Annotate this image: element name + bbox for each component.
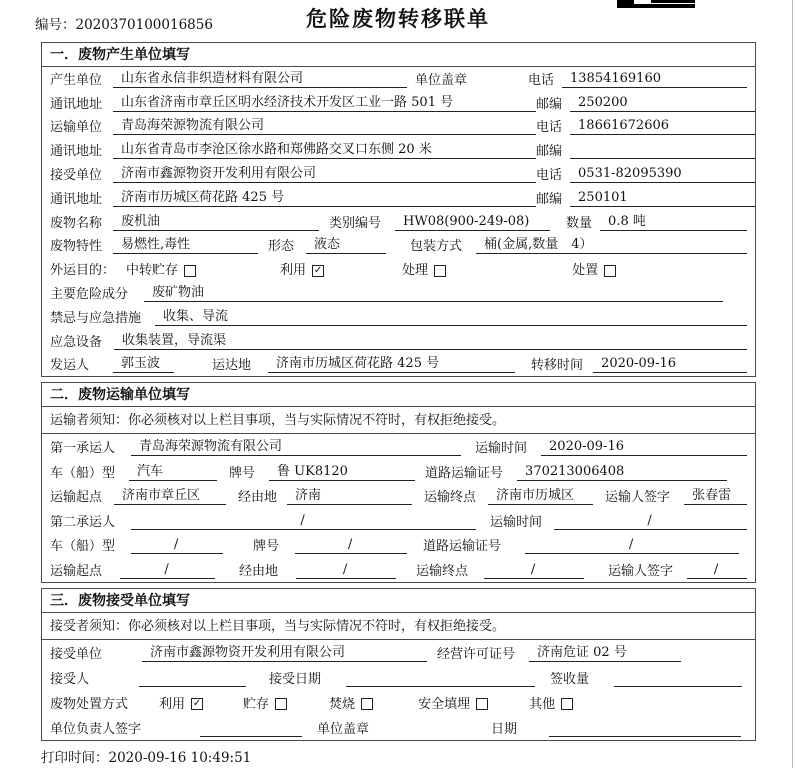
checkbox-label: 处置 [572, 263, 599, 279]
field-label: 经由地 [239, 563, 279, 579]
field-label: 通讯地址 [50, 96, 103, 112]
checkbox-group [329, 697, 373, 712]
form-row [42, 533, 755, 558]
form-row [42, 162, 755, 186]
field-value: / [296, 562, 396, 579]
qr-block [617, 0, 634, 5]
checkbox-group [280, 263, 324, 278]
checkbox-group [126, 263, 196, 278]
field-label: 应急设备 [50, 334, 103, 350]
field-label: 单位负责人签字 [50, 721, 142, 737]
field-value: 济南市章丘区 [114, 488, 226, 505]
form-row [42, 690, 755, 715]
field-value: 山东省青岛市李沧区徐水路和郑佛路交叉口东侧 20 米 [113, 142, 536, 159]
field-value: 收集、导流 [155, 309, 747, 326]
field-label: 单位盖章 [415, 72, 468, 88]
field-label: 单位盖章 [317, 721, 370, 737]
form-row [42, 115, 755, 139]
form-row [42, 67, 755, 91]
field-value: 液态 [306, 237, 386, 254]
form-serial-label: 编号： [35, 17, 76, 33]
section-title: 三．废物接受单位填写 [42, 589, 755, 613]
field-value: 废机油 [113, 214, 319, 231]
checkbox-unchecked-icon [476, 698, 488, 710]
field-label: 接受日期 [269, 671, 322, 687]
checkbox-group [243, 697, 287, 712]
field-label: 第一承运人 [50, 440, 116, 456]
checkbox-checked-icon: ✓ [192, 698, 202, 710]
qr-block [651, 0, 695, 3]
field-label: 运输人签字 [608, 563, 674, 579]
field-label: 经由地 [238, 490, 278, 506]
field-label: 运输终点 [416, 563, 469, 579]
field-label: 接受人 [50, 671, 90, 687]
form-row [42, 353, 755, 377]
field-label: 转移时间 [531, 358, 584, 374]
field-value [200, 720, 302, 737]
field-label: 车（船）型 [50, 539, 116, 555]
document-title: 危险废物转移联单 [306, 7, 490, 31]
print-time [41, 746, 796, 766]
checkbox-unchecked-icon [434, 265, 446, 277]
field-value [549, 720, 741, 737]
field-label: 运达地 [212, 358, 252, 374]
field-value [570, 142, 755, 159]
checkbox-unchecked-icon [184, 265, 196, 277]
field-label: 道路运输证号 [425, 465, 504, 481]
field-label: 接受单位 [50, 167, 103, 183]
field-value: 桶(金属,数量 4） [476, 237, 747, 254]
field-value: 废矿物油 [144, 285, 723, 302]
field-label: 接受单位 [50, 646, 103, 662]
field-value: 济南市鑫源物资开发利用有限公司 [113, 166, 536, 183]
field-label: 牌号 [229, 465, 256, 481]
form-row [42, 210, 755, 234]
checkbox-group [529, 697, 573, 712]
field-label: 电话 [536, 120, 563, 136]
checkbox-label: 中转贮存 [126, 263, 179, 279]
field-label: 运输起点 [50, 490, 103, 506]
qr-code-fragment-icon [617, 0, 695, 8]
form-row [42, 257, 755, 281]
field-label: 通讯地址 [50, 191, 103, 207]
form-row [42, 459, 755, 484]
field-value: 250101 [570, 190, 755, 207]
field-value: 山东省济南市章丘区明水经济技术开发区工业一路 501 号 [113, 95, 536, 112]
section-notice: 运输者须知：你必须核对以上栏目事项，当与实际情况不符时，有权拒绝接受。 [42, 407, 755, 434]
field-value: 收集装置，导流渠 [114, 333, 747, 350]
field-value: 济南 [287, 488, 412, 505]
checkbox-label: 利用 [280, 263, 307, 279]
form-row [42, 640, 755, 665]
section-notice: 接受者须知：你必须核对以上栏目事项，当与实际情况不符时，有权拒绝接受。 [42, 613, 755, 640]
field-label: 经营许可证号 [437, 646, 516, 662]
field-label: 运输人签字 [605, 490, 671, 506]
field-value: 张春雷 [684, 488, 747, 505]
field-label: 产生单位 [50, 72, 103, 88]
checkbox-unchecked-icon [275, 698, 287, 710]
field-value: 13854169160 [562, 71, 747, 88]
field-value: 370213006408 [517, 464, 727, 481]
form-row [42, 484, 755, 509]
section-title: 一．废物产生单位填写 [42, 43, 755, 67]
field-value: 济南市历城区荷花路 425 号 [268, 356, 515, 373]
field-label: 数量 [566, 215, 593, 231]
section-transporter [41, 382, 756, 583]
form-row [42, 305, 755, 329]
form-serial-number: 2020370100016856 [75, 17, 213, 33]
field-value: / [484, 562, 584, 579]
form-row [42, 329, 755, 353]
checkbox-group [159, 697, 203, 712]
field-value: / [525, 537, 739, 554]
field-label: 电话 [527, 72, 554, 88]
field-value: 山东省永信非织造材料有限公司 [113, 71, 407, 88]
print-time-label: 打印时间： [41, 749, 109, 766]
field-label: 运输终点 [424, 490, 477, 506]
field-value: 0531-82095390 [570, 166, 755, 183]
field-value: 济南市历城区 [488, 488, 593, 505]
form-row [42, 557, 755, 582]
field-label: 道路运输证号 [423, 539, 502, 555]
field-value: 济南市鑫源物资开发利用有限公司 [142, 645, 427, 662]
section-title: 二．废物运输单位填写 [42, 383, 755, 407]
form-row [42, 281, 755, 305]
checkbox-unchecked-icon [604, 265, 616, 277]
field-value: / [120, 562, 215, 579]
field-label: 发运人 [50, 358, 90, 374]
checkbox-label: 安全填埋 [418, 696, 471, 712]
form-row [42, 186, 755, 210]
checkbox-label: 贮存 [243, 696, 270, 712]
field-value: 2020-09-16 [593, 356, 747, 373]
field-label: 邮编 [536, 96, 563, 112]
field-label: 通讯地址 [50, 144, 103, 160]
form-row [42, 138, 755, 162]
section-receiver [41, 588, 756, 741]
field-value [346, 670, 535, 687]
checkbox-unchecked-icon [561, 698, 573, 710]
field-label: 电话 [536, 167, 563, 183]
field-value [614, 670, 742, 687]
checkbox-unchecked-icon [361, 698, 373, 710]
field-value [139, 670, 246, 687]
field-value: / [554, 513, 747, 530]
field-label: 废物处置方式 [50, 696, 129, 712]
checkbox-label: 利用 [159, 696, 186, 712]
field-label: 包装方式 [410, 239, 463, 255]
field-label: 签收量 [550, 671, 590, 687]
field-label: 禁忌与应急措施 [50, 310, 142, 326]
field-label: 日期 [491, 721, 518, 737]
checkbox-label: 焚烧 [329, 696, 356, 712]
form-row [42, 665, 755, 690]
checkbox-checked-icon: ✓ [313, 264, 323, 276]
field-label: 废物特性 [50, 239, 103, 255]
field-value: / [687, 562, 747, 579]
form-row [42, 715, 755, 740]
form-row [42, 234, 755, 258]
field-value: 2020-09-16 [541, 439, 747, 456]
field-label: 第二承运人 [50, 514, 116, 530]
form-row [42, 434, 755, 459]
field-value: HW08(900-249-08) [395, 214, 550, 231]
field-label: 运输时间 [490, 514, 543, 530]
field-label: 牌号 [253, 539, 280, 555]
field-value: 18661672606 [570, 118, 755, 135]
field-value: 250200 [570, 95, 755, 112]
field-value: 济南市历城区荷花路 425 号 [113, 190, 536, 207]
form-body [41, 42, 756, 741]
field-value: 青岛海荣源物流有限公司 [113, 118, 536, 135]
form-row [42, 91, 755, 115]
field-label: 车（船）型 [50, 465, 116, 481]
field-label: 主要危险成分 [50, 286, 129, 302]
print-time-value: 2020-09-16 10:49:51 [108, 749, 252, 766]
document-header [0, 0, 796, 42]
form-row [42, 508, 755, 533]
field-label: 外运目的： [50, 263, 116, 279]
field-value: / [131, 513, 476, 530]
section-producer [41, 42, 756, 377]
field-label: 运输时间 [475, 440, 528, 456]
field-value: 青岛海荣源物流有限公司 [131, 439, 461, 456]
checkbox-group [418, 697, 488, 712]
field-label: 类别编号 [329, 215, 382, 231]
field-value: 鲁 UK8120 [269, 464, 415, 481]
checkbox-label: 其他 [529, 696, 556, 712]
page-edge-line [792, 0, 793, 768]
checkbox-group [572, 263, 616, 278]
field-value: 汽车 [129, 464, 217, 481]
field-value: 郭玉波 [113, 356, 174, 373]
field-value: / [295, 537, 407, 554]
field-label: 运输起点 [50, 563, 103, 579]
checkbox-group [402, 263, 446, 278]
field-label: 邮编 [536, 191, 563, 207]
field-value: 济南危证 02 号 [529, 645, 681, 662]
field-value: 易燃性,毒性 [113, 237, 258, 254]
field-label: 形态 [268, 239, 295, 255]
field-label: 废物名称 [50, 215, 103, 231]
checkbox-label: 处理 [402, 263, 429, 279]
field-value: / [131, 537, 223, 554]
field-label: 邮编 [536, 144, 563, 160]
field-value: 0.8 吨 [600, 214, 747, 231]
field-label: 运输单位 [50, 120, 103, 136]
